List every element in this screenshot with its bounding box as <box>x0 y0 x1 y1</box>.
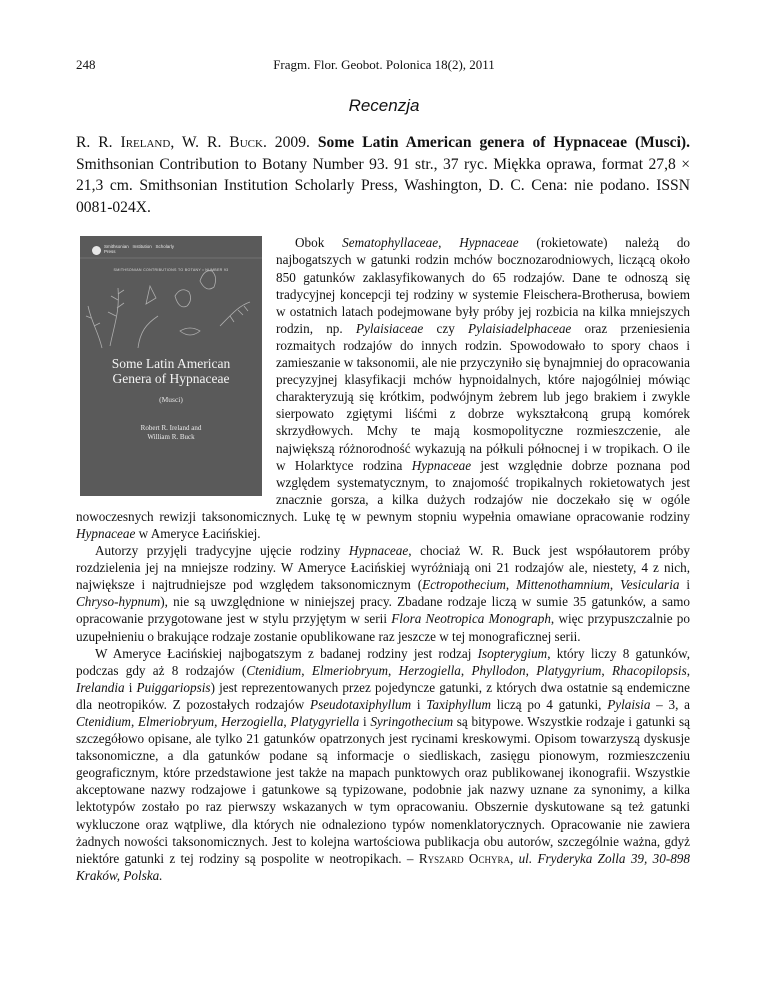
page-number: 248 <box>76 57 96 72</box>
text-run: jest względnie dobrze poznana pod względem systematycznym, to znajomość tropikalnych rokietowatych jest znacznie gorsza, a kilka dużych rodzajów nie doczekało się w ogóle nowoczesnych rewizji taksonomicznych. Lukę tę w pewnym stopniu wypełnia omawiane opracowanie rodziny <box>76 457 690 524</box>
italic-text-run: Irelandia <box>76 679 125 695</box>
text-run: , <box>609 577 621 593</box>
text-run: , <box>505 577 517 593</box>
citation-details: Smithsonian Contribution to Botany Number 93. 91 str., 37 ryc. Miękka oprawa, format 27,8 × 21,3 cm. Smithsonian Institution Scholarly Press, Washington, D. C. Cena: nie podano. ISSN 0081-024X. <box>76 155 690 216</box>
cover-title: Some Latin American Genera of Hypnaceae <box>111 356 231 387</box>
text-run: i <box>411 696 427 712</box>
italic-text-run: Pylaisiaceae <box>355 320 424 336</box>
text-run: , <box>130 714 138 729</box>
cover-series: SMITHSONIAN CONTRIBUTIONS TO BOTANY • NUMBER 93 <box>113 268 229 273</box>
text-run: , <box>438 235 460 251</box>
running-header: Fragm. Flor. Geobot. Polonica 18(2), 2011 <box>273 57 495 72</box>
text-run: W Ameryce Łacińskiej najbogatszym z badanej rodziny jest rodzaj <box>95 645 478 661</box>
text-run: i <box>359 714 371 729</box>
text-run: , <box>301 662 312 678</box>
italic-text-run: Flora Neotropica Monograph <box>391 611 551 627</box>
italic-text-run: Pylaisiadelphaceae <box>468 320 572 336</box>
text-run: – 3, a <box>650 696 690 712</box>
italic-text-run: Pseudotaxiphyllum <box>310 696 412 712</box>
italic-text-run: Hypnaceae <box>348 543 409 559</box>
italic-text-run: Mittenothamnium <box>516 577 610 593</box>
text-run: oraz przeniesienia rozmaitych rodzajów do innych rodzin. Spowodowało to spory chaos i zamieszanie w taksonomii, ale nie przyczyniło się bynajmniej do opracowania precyzyjnej klasyfikacji mchów hypnoidalnych, które najogólniej mówiąc charakteryzują się krótkim, podwójnym żebrem lub jego brakiem i zwykle sierpowato zgiętymi liśćmi z dobrze wykształconą grupą komórek skrzydłowych. Mchy te mają kosmopolityczne rozmieszczenie, ale największą różnorodność wykazują na półkuli północnej i w tropikach. O ile w Holarktyce rodzina <box>276 320 690 473</box>
review-text <box>76 132 690 884</box>
text-run: , <box>283 714 291 729</box>
italic-text-run: Syringothecium <box>370 714 454 729</box>
author-name: Ryszard Ochyra <box>418 850 510 866</box>
italic-text-run: Vesicularia <box>620 577 680 593</box>
italic-text-run: Puiggariopsis <box>136 679 211 695</box>
text-run: Autorzy przyjęli tradycyjne ujęcie rodziny <box>95 543 349 559</box>
text-run: ) jest reprezentowanych przez pojedyncze gatunki, z których dwa ostatnie są endemiczne dla neotropików. Z pozostałych rodzajów <box>76 679 690 712</box>
italic-text-run: Sematophyllaceae <box>342 235 439 251</box>
text-run: liczą po 4 gatunki, <box>490 696 608 712</box>
text-run: ), nie są uwzględnione w niniejszej pracy. Zbadane rodzaje liczą w sumie 35 gatunków, a samo opracowanie przygotowane jest w stylu przyjętym w serii <box>76 594 690 627</box>
citation-year: . 2009. <box>262 134 318 151</box>
text-run: w Ameryce Łacińskiej. <box>135 525 261 541</box>
text-run: , <box>525 662 537 678</box>
text-run: , który liczy 8 gatunków, podczas gdy aż 8 rodzajów ( <box>76 645 690 678</box>
cover-authors: Robert R. Ireland and William R. Buck <box>140 424 202 442</box>
italic-text-run: Platygyriella <box>290 714 360 729</box>
italic-text-run: Platygyrium <box>536 662 602 678</box>
text-run: czy <box>423 320 469 336</box>
italic-text-run: Taxiphyllum <box>426 696 491 712</box>
bibliographic-citation <box>76 132 690 218</box>
paragraph-2 <box>76 542 690 645</box>
italic-text-run: Pylaisia <box>607 696 651 712</box>
italic-text-run: Hypnaceae <box>459 235 519 251</box>
section-title: Recenzja <box>348 96 420 115</box>
text-run: , więc przypuszczalnie po uzupełnieniu o brakujące rodzaje zostanie opublikowane raz jeszcze w tej monograficznej serii. <box>76 611 690 644</box>
text-run: są bitypowe. Wszystkie rodzaje i gatunki są szczegółowo opisane, ale tylko 21 gatunków opatrzonych jest rycinami kreskowymi. Opisom towarzyszą dyskusje taksonomiczne, a dla gatunków podane są informacje o siedliskach, zasięgu pionowym, rozmieszczeniu geograficznym, które przedstawione jest także na mapach punktowych oraz publikowanej ikonografii. Wszystkie akceptowane nazwy rodzajowe i gatunkowe są typizowane, podobnie jak nazwy uznane za synonimy, a kilka lektotypów zostało po raz pierwszy wskazanych w tym opracowaniu. Obszernie dyskutowane są też gatunki wykluczone oraz wątpliwe, dla których nie odnaleziono typów nomenklatorycznych. Opracowanie nie zawiera żadnych nowości taksonomicznych. Jest to kolejna wartościowa publikacja obu autorów, szczególnie ważna, gdyż niektóre gatunki z tej rodziny są pospolite w neotropikach. – <box>76 714 691 866</box>
text-run: , <box>686 662 691 678</box>
paragraph-3 <box>76 645 690 884</box>
italic-text-run: Ctenidium <box>76 714 131 729</box>
text-run: Obok <box>295 235 343 251</box>
text-run: i <box>124 679 137 695</box>
text-run: , <box>214 714 222 729</box>
italic-text-run: Herzogiella <box>221 714 284 729</box>
text-run: , <box>601 662 612 678</box>
italic-text-run: Ectropothecium <box>422 577 506 593</box>
italic-text-run: Hypnaceae <box>411 457 472 473</box>
cover-publisher: Smithsonian Institution Scholarly Press <box>104 244 174 255</box>
text-run: (rokietowate) należą do najbogatszych w gatunki rodzin mchów bocznozarodniowych, liczącą około 850 gatunków zaklasyfikowanych do 65 rodzajów. Dane te odnoszą się tradycyjnej koncepcji tej rodziny w systemie Fleischera-Brotherusa, bowiem w ostatnich latach podejmowane były próby jej rozbicia na kilka mniejszych rodzin, np. <box>276 235 691 336</box>
italic-text-run: Phyllodon <box>471 662 526 678</box>
italic-text-run: Elmeriobryum <box>311 662 389 678</box>
italic-text-run: Hypnaceae <box>76 525 136 541</box>
italic-text-run: Herzogiella <box>398 662 461 678</box>
italic-text-run: , ul. Fryderyka Zolla 39, 30-898 Kraków, Polska. <box>76 850 690 883</box>
italic-text-run: Chryso-hypnum <box>76 594 161 610</box>
italic-text-run: Elmeriobryum <box>137 714 215 729</box>
italic-text-run: Rhacopilopsis <box>611 662 687 678</box>
citation-title: Some Latin American genera of Hypnaceae (Musci). <box>317 134 690 151</box>
book-cover-image <box>80 236 262 496</box>
italic-text-run: Isopterygium <box>477 645 548 661</box>
italic-text-run: Ctenidium <box>246 662 302 678</box>
citation-authors: R. R. Ireland, W. R. Buck <box>76 134 263 151</box>
text-run: , <box>388 662 399 678</box>
text-run: i <box>679 577 691 593</box>
text-run: , <box>460 662 472 678</box>
text-run: , chociaż W. R. Buck jest współautorem próby rozdzielenia jej na mniejsze rodziny. W Ameryce Łacińskiej wyróżniają oni 21 rodzajów ale, niestety, 4 z nich, największe i najtrudniejsze pod względem taksonomicznym ( <box>76 543 690 593</box>
cover-subtitle: (Musci) <box>159 395 183 405</box>
